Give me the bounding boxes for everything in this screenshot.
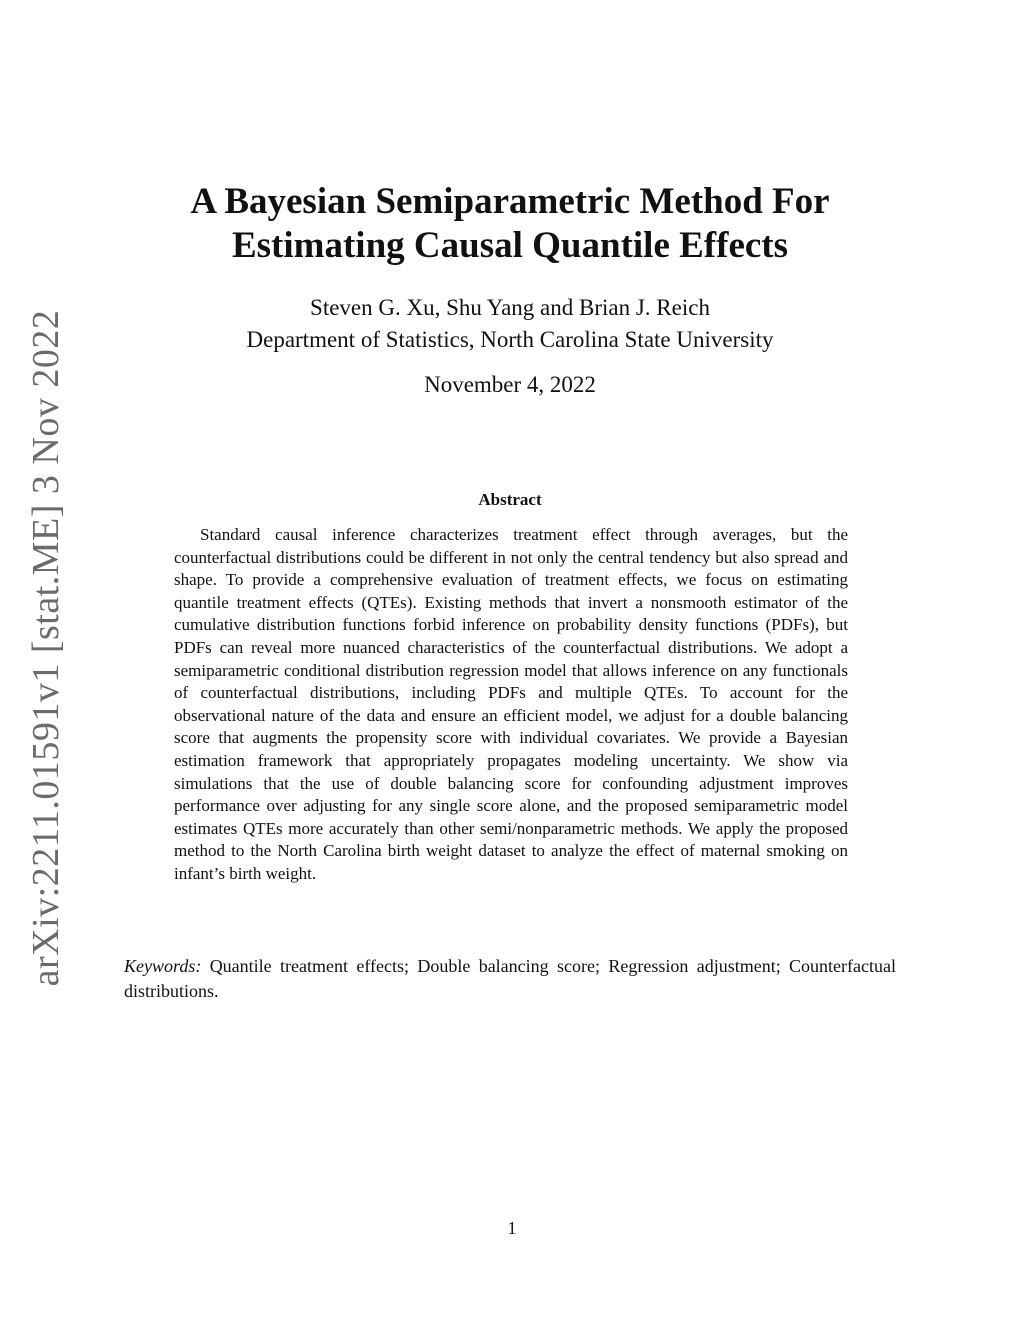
abstract-body: Standard causal inference characterizes treatment effect through averages, but the counterfactual distributions could be different in not only the central tendency but also spread and shape. To provide a comprehensive evaluation of treatment effects, we focus on estimating quantile treatment effects (QTEs). Existing methods that invert a nonsmooth estimator of the cumulative distribution functions forbid inference on probability density functions (PDFs), but PDFs can reveal more nuanced characteristics of the counterfactual distributions. We adopt a semiparametric conditional distribution regression model that allows inference on any functionals of counterfactual distributions, including PDFs and multiple QTEs. To account for the observational nature of the data and ensure an efficient model, we adjust for a double balancing score that augments the propensity score with individual covariates. We provide a Bayesian estimation framework that appropriately propagates modeling uncertainty. We show via simulations that the use of double balancing score for confounding adjustment improves performance over adjusting for any single score alone, and the proposed semiparametric model estimates QTEs more accurately than other semi/nonparametric methods. We apply the proposed method to the North Carolina birth weight dataset to analyze the effect of maternal smoking on infant’s birth weight. — [174, 525, 848, 883]
keywords-label: Keywords: — [124, 956, 202, 976]
keywords-paragraph — [124, 954, 896, 1004]
author-names: Steven G. Xu, Shu Yang and Brian J. Reich — [310, 295, 710, 320]
paper-title — [120, 180, 900, 268]
keywords-list: Quantile treatment effects; Double balancing score; Regression adjustment; Counterfactual distributions. — [124, 956, 897, 1001]
author-block — [120, 292, 900, 356]
author-affiliation: Department of Statistics, North Carolina State University — [246, 327, 774, 352]
page-number: 1 — [507, 1218, 517, 1238]
abstract-heading: Abstract — [478, 490, 542, 509]
title-line-1: A Bayesian Semiparametric Method For — [190, 181, 830, 222]
title-line-2: Estimating Causal Quantile Effects — [231, 225, 789, 266]
arxiv-identifier-stamp: arXiv:2211.01591v1 [stat.ME] 3 Nov 2022 — [25, 309, 67, 987]
publication-date: November 4, 2022 — [424, 372, 596, 397]
